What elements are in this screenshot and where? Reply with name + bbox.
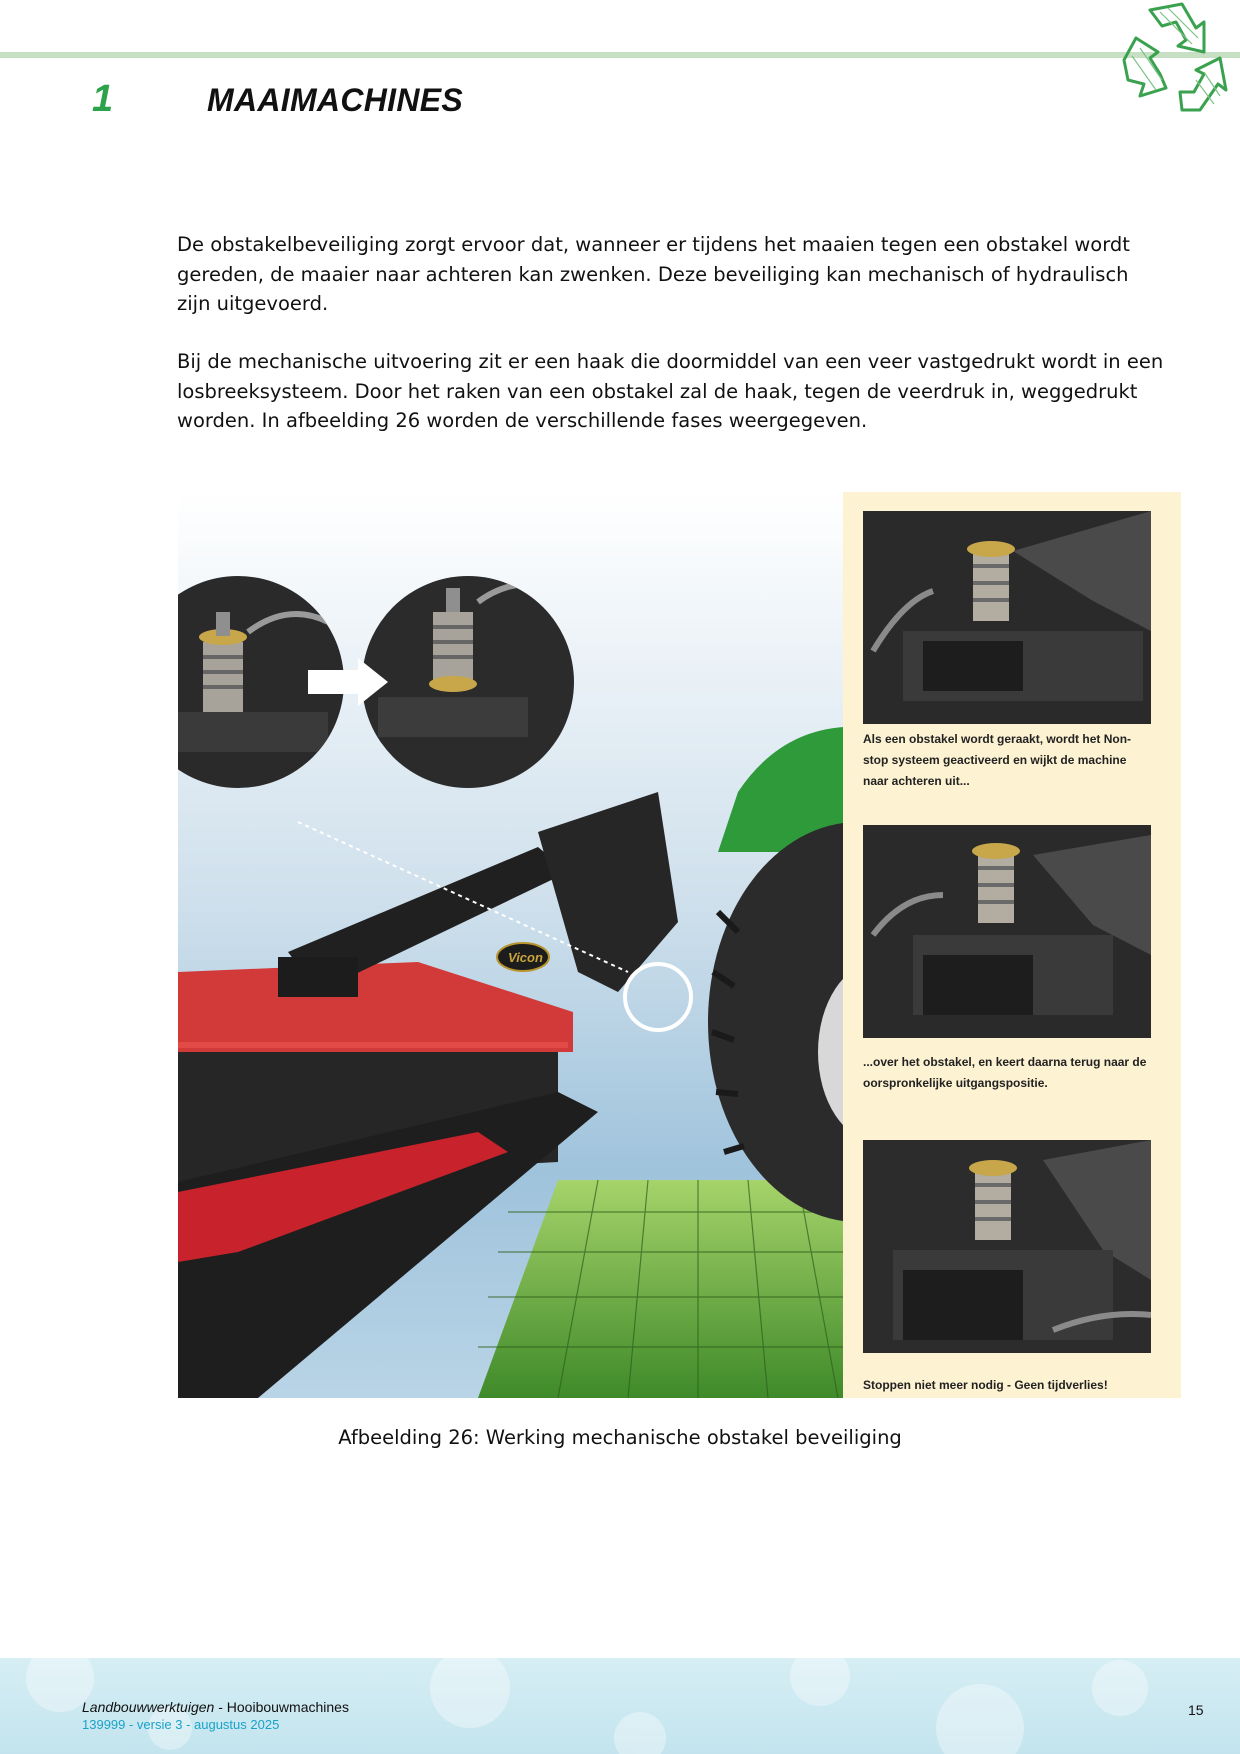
phase-2-image xyxy=(863,825,1151,1038)
footer-separator: - xyxy=(214,1699,227,1715)
page-footer xyxy=(0,1658,1240,1754)
recycle-icon xyxy=(1100,0,1240,118)
figure-caption: Afbeelding 26: Werking mechanische obstakel beveiliging xyxy=(338,1426,902,1449)
header-rule xyxy=(0,52,1240,58)
phase-3-caption: Stoppen niet meer nodig - Geen tijdverlies! xyxy=(863,1378,1108,1392)
paragraph-intro: De obstakelbeveiliging zorgt ervoor dat, wanneer er tijdens het maaien tegen een obstakel wordt gereden, de maaier naar achteren kan zwenken. Deze beveiliging kan mechanisch of hydraulisch zijn uitgevoerd. xyxy=(177,233,1130,315)
phase-2-caption: ...over het obstakel, en keert daarna terug naar de oorspronkelijke uitgangspositie. xyxy=(863,1055,1147,1090)
chapter-number: 1 xyxy=(92,78,114,120)
phase-1-image xyxy=(863,511,1151,724)
figure-26 xyxy=(178,492,1181,1398)
footer-subject: Hooibouwmachines xyxy=(226,1699,349,1715)
footer-book-line xyxy=(82,1699,349,1715)
phase-3-image xyxy=(863,1140,1151,1353)
footer-version: 139999 - versie 3 - augustus 2025 xyxy=(82,1717,280,1732)
footer-book-title: Landbouwwerktuigen xyxy=(82,1699,215,1715)
phase-1-caption: Als een obstakel wordt geraakt, wordt het Non-stop systeem geactiveerd en wijkt de machine naar achteren uit... xyxy=(863,732,1132,788)
mower-photo xyxy=(178,492,843,1398)
phases-panel xyxy=(843,492,1181,1398)
vicon-brand-label: Vicon xyxy=(508,950,543,965)
page-number: 15 xyxy=(1188,1702,1204,1718)
paragraph-mechanical: Bij de mechanische uitvoering zit er een haak die doormiddel van een veer vastgedrukt wordt in een losbreeksysteem. Door het raken van een obstakel zal de haak, tegen de veerdruk in, weggedrukt worden. In afbeelding 26 worden de verschillende fases weergegeven. xyxy=(177,350,1164,432)
chapter-title: MAAIMACHINES xyxy=(207,82,464,118)
